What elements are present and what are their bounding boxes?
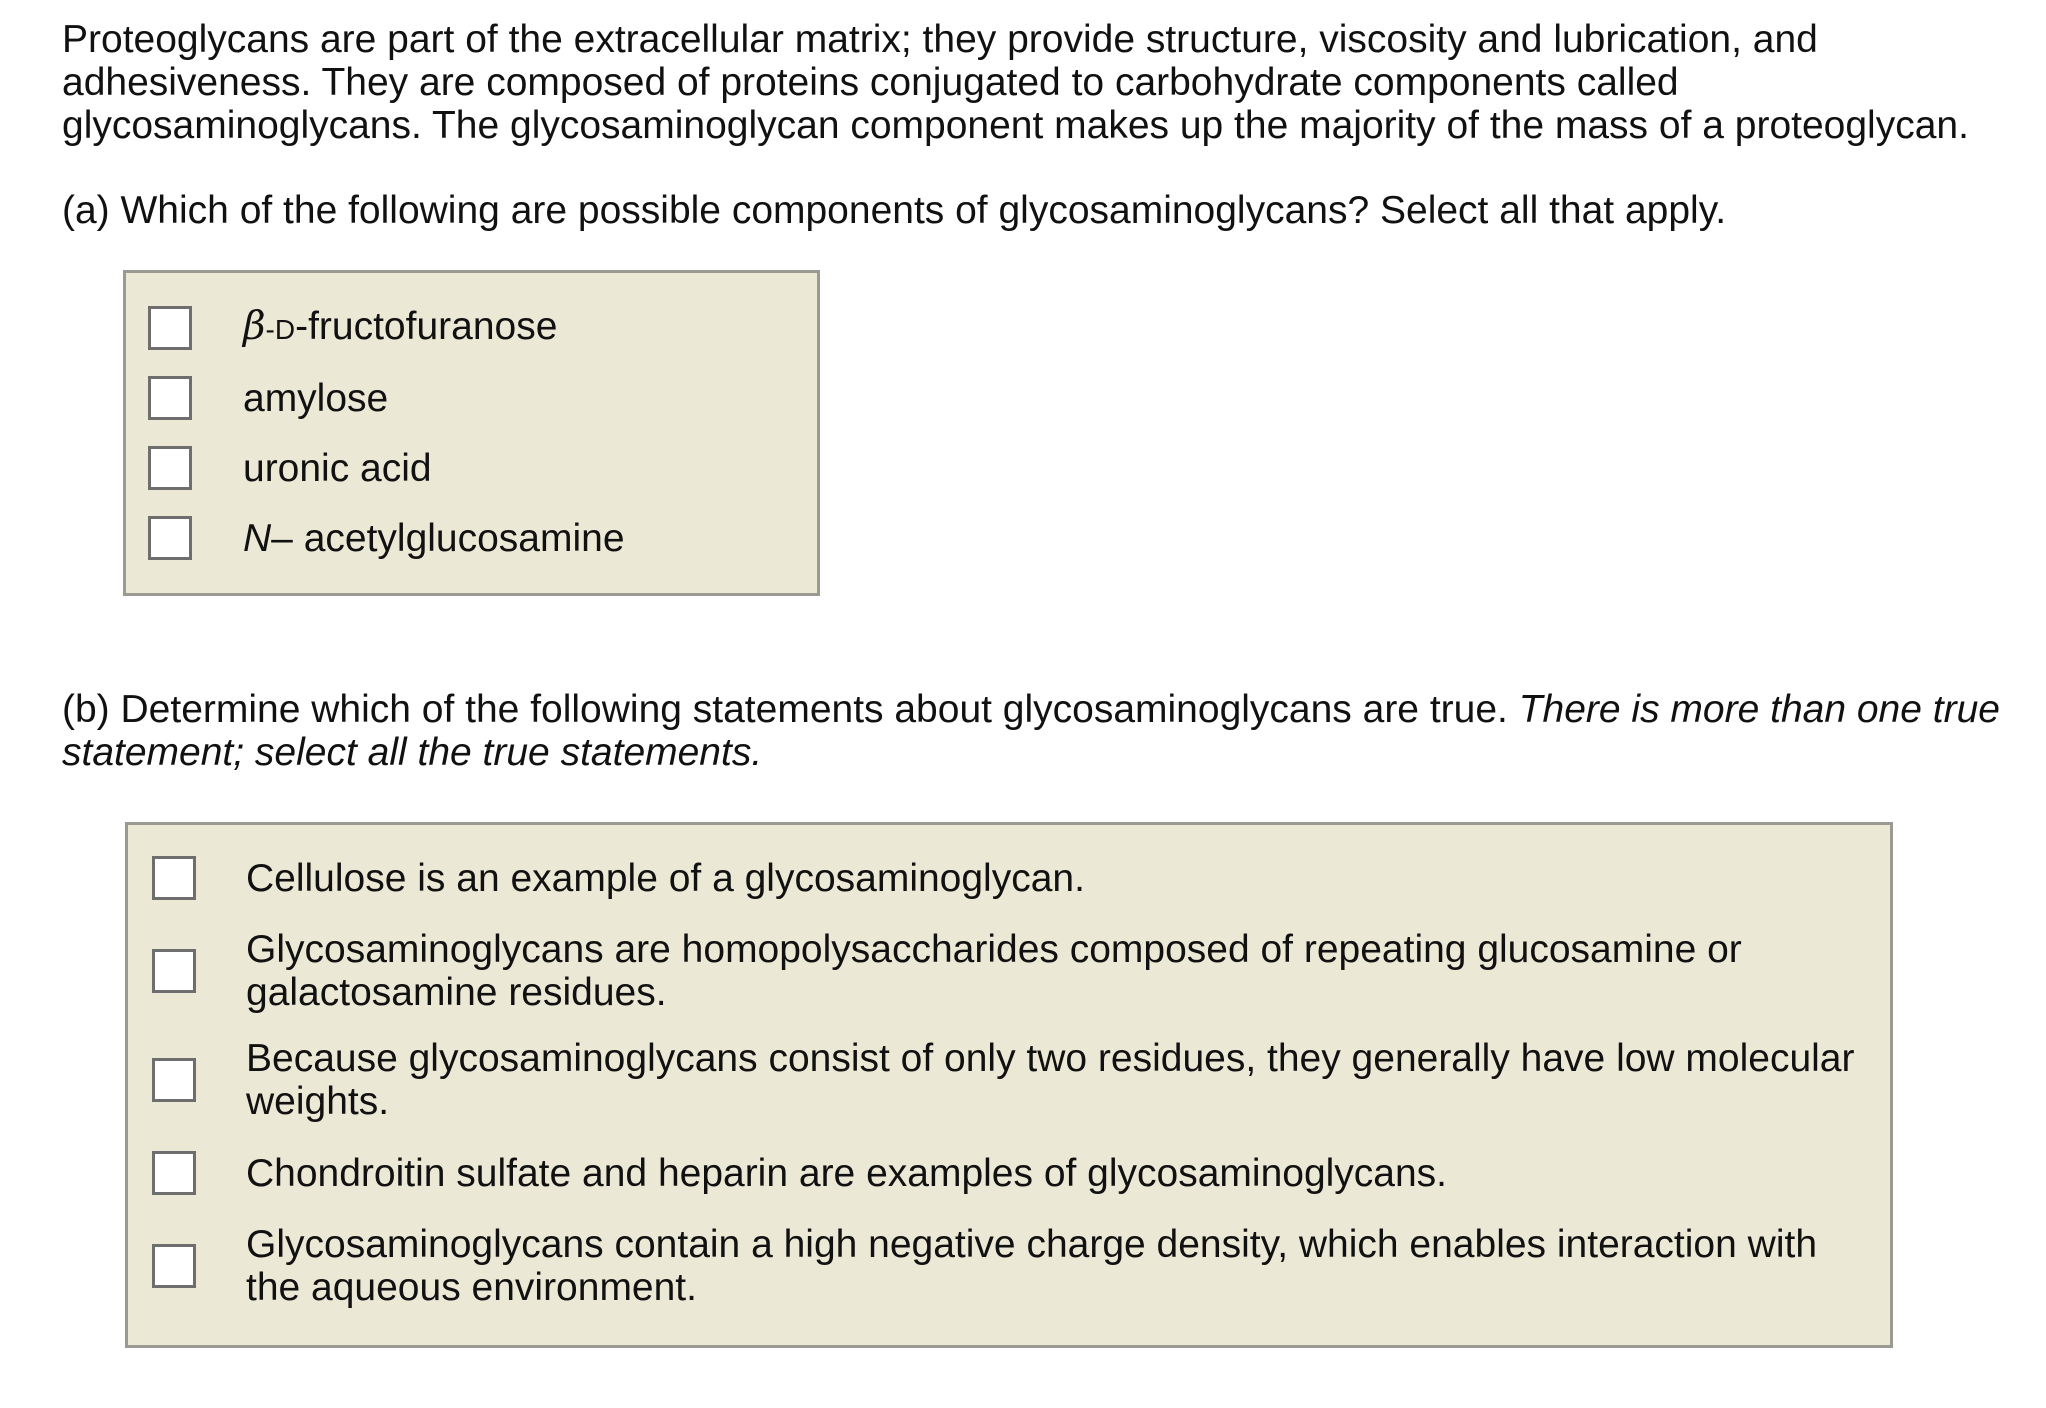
option-b-cellulose[interactable]	[128, 843, 1890, 913]
option-a-label	[243, 517, 817, 560]
options-panel-a	[123, 270, 820, 596]
option-a-n-acetylglucosamine[interactable]	[126, 503, 817, 573]
option-b-label: Glycosaminoglycans contain a high negative charge density, which enables interaction with the aqueous environment.	[246, 1223, 1818, 1309]
option-b-label: Chondroitin sulfate and heparin are examples of glycosaminoglycans.	[246, 1151, 1448, 1195]
option-a-fructofuranose[interactable]	[126, 293, 817, 363]
question-a: (a) Which of the following are possible components of glycosaminoglycans? Select all that apply.	[62, 189, 1727, 232]
checkbox-b-5[interactable]	[152, 1244, 196, 1288]
checkbox-a-3[interactable]	[148, 446, 192, 490]
options-panel-b	[125, 822, 1893, 1348]
question-page	[62, 18, 2022, 1348]
option-a-label: uronic acid	[243, 446, 432, 490]
option-b-label: Glycosaminoglycans are homopolysaccharides composed of repeating glucosamine or galactosamine residues.	[246, 928, 1742, 1014]
option-b-two-residues[interactable]	[128, 1029, 1890, 1131]
checkbox-b-1[interactable]	[152, 856, 196, 900]
question-b-text: (b) Determine which of the following statements about glycosaminoglycans are true.	[62, 688, 1519, 731]
question-b-instruction: There is more than one true statement; select all the true statements.	[62, 688, 2000, 774]
option-a-uronic-acid[interactable]	[126, 433, 817, 503]
d-smallcap: -D	[265, 314, 296, 345]
intro-paragraph: Proteoglycans are part of the extracellular matrix; they provide structure, viscosity and lubrication, and adhesiveness. They are composed of proteins conjugated to carbohydrate components called glycosaminoglycans. The glycosaminoglycan component makes up the majority of the mass of a proteoglycan.	[62, 18, 1969, 147]
checkbox-b-3[interactable]	[152, 1058, 196, 1102]
option-b-homopolysaccharides[interactable]	[128, 920, 1890, 1022]
checkbox-b-4[interactable]	[152, 1151, 196, 1195]
option-a-amylose[interactable]	[126, 363, 817, 433]
checkbox-a-4[interactable]	[148, 516, 192, 560]
option-b-label: Because glycosaminoglycans consist of only two residues, they generally have low molecular weights.	[246, 1037, 1855, 1123]
option-a-label: amylose	[243, 376, 389, 420]
option-b-label: Cellulose is an example of a glycosaminoglycan.	[246, 856, 1085, 900]
checkbox-b-2[interactable]	[152, 949, 196, 993]
option-a-text: -fructofuranose	[295, 305, 558, 348]
checkbox-a-1[interactable]	[148, 306, 192, 350]
n-italic: N	[243, 516, 272, 560]
option-a-text: – acetylglucosamine	[271, 516, 625, 560]
option-a-label	[243, 305, 817, 351]
checkbox-a-2[interactable]	[148, 376, 192, 420]
option-b-negative-charge[interactable]	[128, 1215, 1890, 1317]
option-b-chondroitin-heparin[interactable]	[128, 1138, 1890, 1208]
beta-symbol: β	[243, 304, 266, 349]
question-b	[62, 688, 2022, 774]
